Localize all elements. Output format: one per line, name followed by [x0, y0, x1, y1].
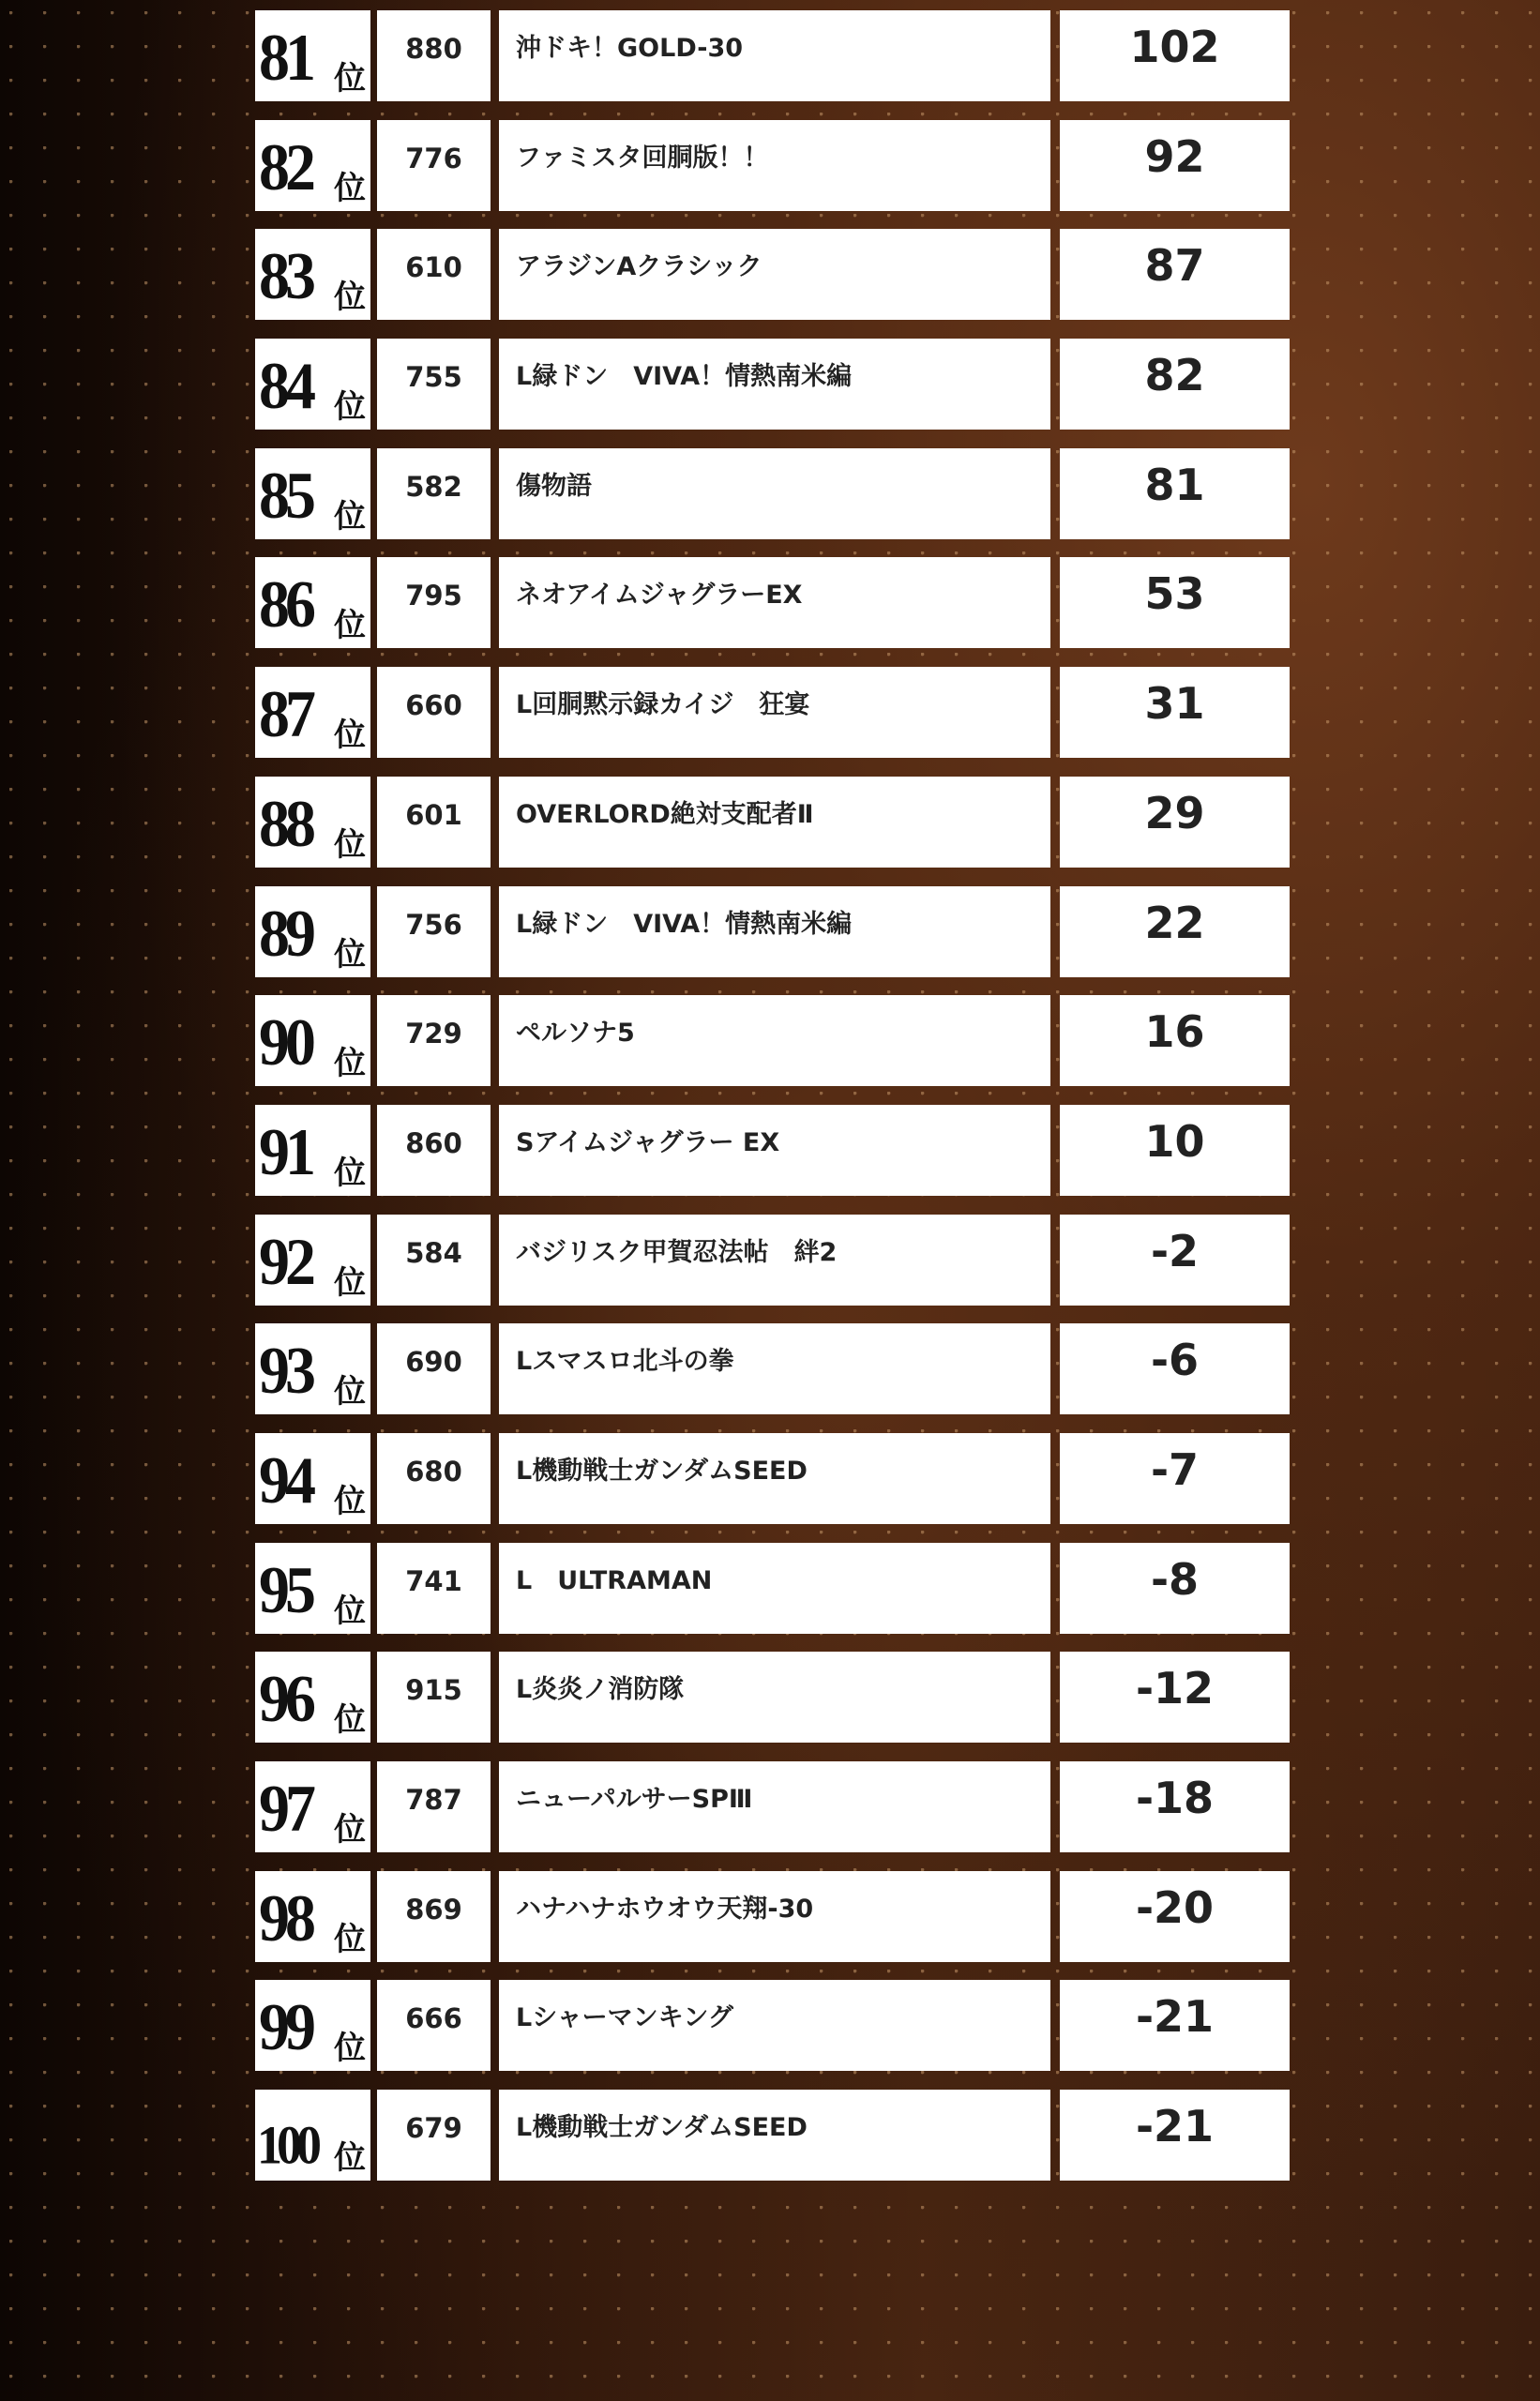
machine-name-cell: [499, 229, 1050, 320]
rank-number: 82: [259, 129, 311, 204]
machine-name: ペルソナ5: [516, 1019, 635, 1049]
rank-cell: [255, 1105, 370, 1196]
machine-count: 795: [405, 580, 462, 612]
rank-suffix: 位: [334, 2030, 366, 2068]
rank-number: 100: [257, 2114, 316, 2176]
machine-count-cell: [377, 1323, 491, 1414]
value: 81: [1144, 459, 1205, 510]
ranking-row: [255, 1105, 1290, 1196]
machine-count-cell: [377, 1543, 491, 1634]
machine-count: 582: [405, 470, 462, 503]
machine-name: L ULTRAMAN: [516, 1565, 713, 1595]
value-cell: [1060, 120, 1290, 211]
machine-name-cell: [499, 10, 1050, 101]
machine-name: L回胴黙示録カイジ 狂宴: [516, 690, 810, 720]
ranking-table: [255, 10, 1290, 2199]
machine-name: Sアイムジャグラー EX: [516, 1127, 780, 1157]
machine-count-cell: [377, 1215, 491, 1306]
rank-number: 99: [259, 1990, 311, 2065]
machine-name: L炎炎ノ消防隊: [516, 1675, 685, 1705]
value: 87: [1144, 240, 1205, 292]
value: 22: [1144, 897, 1205, 948]
machine-name: OVERLORD絶対支配者Ⅱ: [516, 799, 814, 829]
machine-count-cell: [377, 229, 491, 320]
value-cell: [1060, 995, 1290, 1086]
value: -7: [1150, 1443, 1200, 1495]
rank-suffix: 位: [334, 279, 366, 317]
machine-name: 沖ドキ！GOLD-30: [516, 34, 744, 63]
rank-cell: [255, 1323, 370, 1414]
machine-count-cell: [377, 1105, 491, 1196]
rank-cell: [255, 229, 370, 320]
value: -8: [1150, 1553, 1200, 1605]
rank-cell: [255, 1543, 370, 1634]
machine-count: 880: [405, 33, 462, 65]
machine-count: 741: [405, 1564, 462, 1597]
value: -21: [1135, 1991, 1215, 2043]
value-cell: [1060, 1652, 1290, 1743]
ranking-row: [255, 557, 1290, 648]
machine-count: 787: [405, 1784, 462, 1816]
value-cell: [1060, 1543, 1290, 1634]
ranking-row: [255, 1652, 1290, 1743]
rank-number: 87: [259, 677, 311, 752]
rank-cell: [255, 120, 370, 211]
rank-number: 90: [259, 1005, 311, 1080]
rank-cell: [255, 1215, 370, 1306]
machine-name-cell: [499, 448, 1050, 539]
rank-suffix: 位: [334, 388, 366, 427]
machine-name-cell: [499, 995, 1050, 1086]
machine-count-cell: [377, 777, 491, 868]
rank-suffix: 位: [334, 1373, 366, 1412]
rank-cell: [255, 1871, 370, 1962]
machine-count: 729: [405, 1018, 462, 1050]
rank-suffix: 位: [334, 60, 366, 98]
machine-count: 756: [405, 908, 462, 941]
value: 53: [1144, 568, 1205, 620]
rank-number: 92: [259, 1224, 311, 1299]
value-cell: [1060, 339, 1290, 430]
rank-cell: [255, 1652, 370, 1743]
machine-name-cell: [499, 886, 1050, 977]
machine-count-cell: [377, 667, 491, 758]
rank-suffix: 位: [334, 497, 366, 536]
machine-count: 660: [405, 689, 462, 722]
ranking-row: [255, 667, 1290, 758]
rank-suffix: 位: [334, 2139, 366, 2178]
machine-count: 601: [405, 798, 462, 831]
machine-name-cell: [499, 1980, 1050, 2071]
machine-count: 584: [405, 1236, 462, 1269]
rank-number: 96: [259, 1662, 311, 1737]
rank-suffix: 位: [334, 1592, 366, 1630]
machine-count-cell: [377, 10, 491, 101]
machine-name-cell: [499, 339, 1050, 430]
rank-number: 85: [259, 458, 311, 533]
rank-cell: [255, 1761, 370, 1852]
rank-cell: [255, 886, 370, 977]
rank-cell: [255, 557, 370, 648]
machine-name-cell: [499, 1433, 1050, 1524]
machine-count: 610: [405, 251, 462, 284]
value-cell: [1060, 667, 1290, 758]
machine-name: L緑ドン VIVA！情熱南米編: [516, 909, 853, 939]
value: 29: [1144, 787, 1205, 838]
rank-cell: [255, 10, 370, 101]
ranking-row: [255, 1761, 1290, 1852]
ranking-row: [255, 1980, 1290, 2071]
value-cell: [1060, 886, 1290, 977]
ranking-row: [255, 1543, 1290, 1634]
value-cell: [1060, 1761, 1290, 1852]
machine-count-cell: [377, 557, 491, 648]
machine-name: ネオアイムジャグラーEX: [516, 581, 803, 611]
machine-count-cell: [377, 120, 491, 211]
machine-name-cell: [499, 1543, 1050, 1634]
machine-count: 679: [405, 2112, 462, 2145]
machine-name: L緑ドン VIVA！情熱南米編: [516, 362, 853, 392]
rank-number: 81: [259, 21, 311, 96]
rank-suffix: 位: [334, 935, 366, 974]
value: 102: [1129, 22, 1220, 72]
ranking-row: [255, 120, 1290, 211]
machine-count-cell: [377, 995, 491, 1086]
machine-count-cell: [377, 1652, 491, 1743]
value-cell: [1060, 1105, 1290, 1196]
machine-name: ファミスタ回胴版！！: [516, 143, 769, 173]
machine-name-cell: [499, 667, 1050, 758]
machine-count: 690: [405, 1346, 462, 1379]
ranking-row: [255, 339, 1290, 430]
ranking-row: [255, 777, 1290, 868]
value: 31: [1144, 678, 1205, 730]
machine-count-cell: [377, 339, 491, 430]
machine-name: L機動戦士ガンダムSEED: [516, 1456, 808, 1486]
machine-name-cell: [499, 1871, 1050, 1962]
machine-name: ハナハナホウオウ天翔-30: [516, 1894, 814, 1924]
rank-number: 94: [259, 1443, 311, 1518]
machine-count-cell: [377, 1980, 491, 2071]
machine-name-cell: [499, 1105, 1050, 1196]
machine-name: 傷物語: [516, 471, 592, 501]
value: -21: [1135, 2101, 1215, 2152]
rank-suffix: 位: [334, 1482, 366, 1520]
value: -20: [1135, 1881, 1215, 1933]
value-cell: [1060, 1871, 1290, 1962]
rank-number: 83: [259, 239, 311, 314]
rank-suffix: 位: [334, 607, 366, 645]
ranking-row: [255, 229, 1290, 320]
rank-cell: [255, 2090, 370, 2181]
rank-number: 91: [259, 1115, 311, 1189]
machine-count: 860: [405, 1126, 462, 1159]
rank-suffix: 位: [334, 1154, 366, 1192]
machine-name-cell: [499, 1323, 1050, 1414]
rank-number: 89: [259, 896, 311, 971]
rank-number: 97: [259, 1772, 311, 1847]
machine-name: L機動戦士ガンダムSEED: [516, 2113, 808, 2143]
machine-count-cell: [377, 1433, 491, 1524]
machine-count-cell: [377, 1761, 491, 1852]
ranking-row: [255, 1433, 1290, 1524]
machine-count: 776: [405, 142, 462, 174]
machine-name: アラジンAクラシック: [516, 252, 762, 282]
machine-name-cell: [499, 120, 1050, 211]
value-cell: [1060, 557, 1290, 648]
rank-cell: [255, 777, 370, 868]
ranking-row: [255, 448, 1290, 539]
machine-count-cell: [377, 886, 491, 977]
machine-count: 869: [405, 1893, 462, 1925]
rank-suffix: 位: [334, 825, 366, 864]
machine-name: ニューパルサーSPⅢ: [516, 1785, 753, 1814]
rank-suffix: 位: [334, 1920, 366, 1958]
value: 92: [1144, 130, 1205, 182]
rank-suffix: 位: [334, 1811, 366, 1849]
value: -2: [1150, 1225, 1200, 1276]
machine-name-cell: [499, 1761, 1050, 1852]
rank-number: 93: [259, 1334, 311, 1409]
machine-count-cell: [377, 448, 491, 539]
value: -6: [1150, 1335, 1200, 1386]
machine-count-cell: [377, 1871, 491, 1962]
rank-number: 88: [259, 787, 311, 861]
ranking-row: [255, 995, 1290, 1086]
machine-count: 666: [405, 2002, 462, 2035]
machine-count-cell: [377, 2090, 491, 2181]
ranking-row: [255, 1323, 1290, 1414]
value-cell: [1060, 1433, 1290, 1524]
value: -12: [1135, 1663, 1215, 1714]
value: 16: [1144, 1006, 1205, 1058]
machine-name: Lスマスロ北斗の拳: [516, 1347, 734, 1377]
rank-cell: [255, 995, 370, 1086]
machine-count: 680: [405, 1455, 462, 1487]
value: 10: [1144, 1115, 1205, 1167]
machine-count: 915: [405, 1674, 462, 1707]
value-cell: [1060, 1215, 1290, 1306]
value-cell: [1060, 1980, 1290, 2071]
machine-name-cell: [499, 557, 1050, 648]
rank-number: 98: [259, 1880, 311, 1956]
machine-name: バジリスク甲賀忍法帖 絆2: [516, 1237, 838, 1267]
machine-name-cell: [499, 1215, 1050, 1306]
ranking-row: [255, 1871, 1290, 1962]
value-cell: [1060, 2090, 1290, 2181]
value: 82: [1144, 350, 1205, 401]
ranking-row: [255, 1215, 1290, 1306]
machine-name-cell: [499, 2090, 1050, 2181]
value-cell: [1060, 1323, 1290, 1414]
rank-cell: [255, 448, 370, 539]
machine-name-cell: [499, 777, 1050, 868]
rank-suffix: 位: [334, 1701, 366, 1740]
rank-suffix: 位: [334, 1045, 366, 1083]
rank-number: 84: [259, 349, 311, 424]
value-cell: [1060, 448, 1290, 539]
rank-suffix: 位: [334, 169, 366, 207]
rank-suffix: 位: [334, 1263, 366, 1302]
value: -18: [1135, 1773, 1215, 1823]
value-cell: [1060, 10, 1290, 101]
ranking-row: [255, 2090, 1290, 2181]
machine-name: Lシャーマンキング: [516, 2003, 733, 2033]
rank-number: 95: [259, 1552, 311, 1627]
value-cell: [1060, 229, 1290, 320]
machine-name-cell: [499, 1652, 1050, 1743]
rank-number: 86: [259, 567, 311, 642]
machine-count: 755: [405, 361, 462, 394]
rank-cell: [255, 667, 370, 758]
ranking-row: [255, 886, 1290, 977]
ranking-row: [255, 10, 1290, 101]
rank-cell: [255, 339, 370, 430]
rank-suffix: 位: [334, 717, 366, 755]
rank-cell: [255, 1980, 370, 2071]
value-cell: [1060, 777, 1290, 868]
rank-cell: [255, 1433, 370, 1524]
